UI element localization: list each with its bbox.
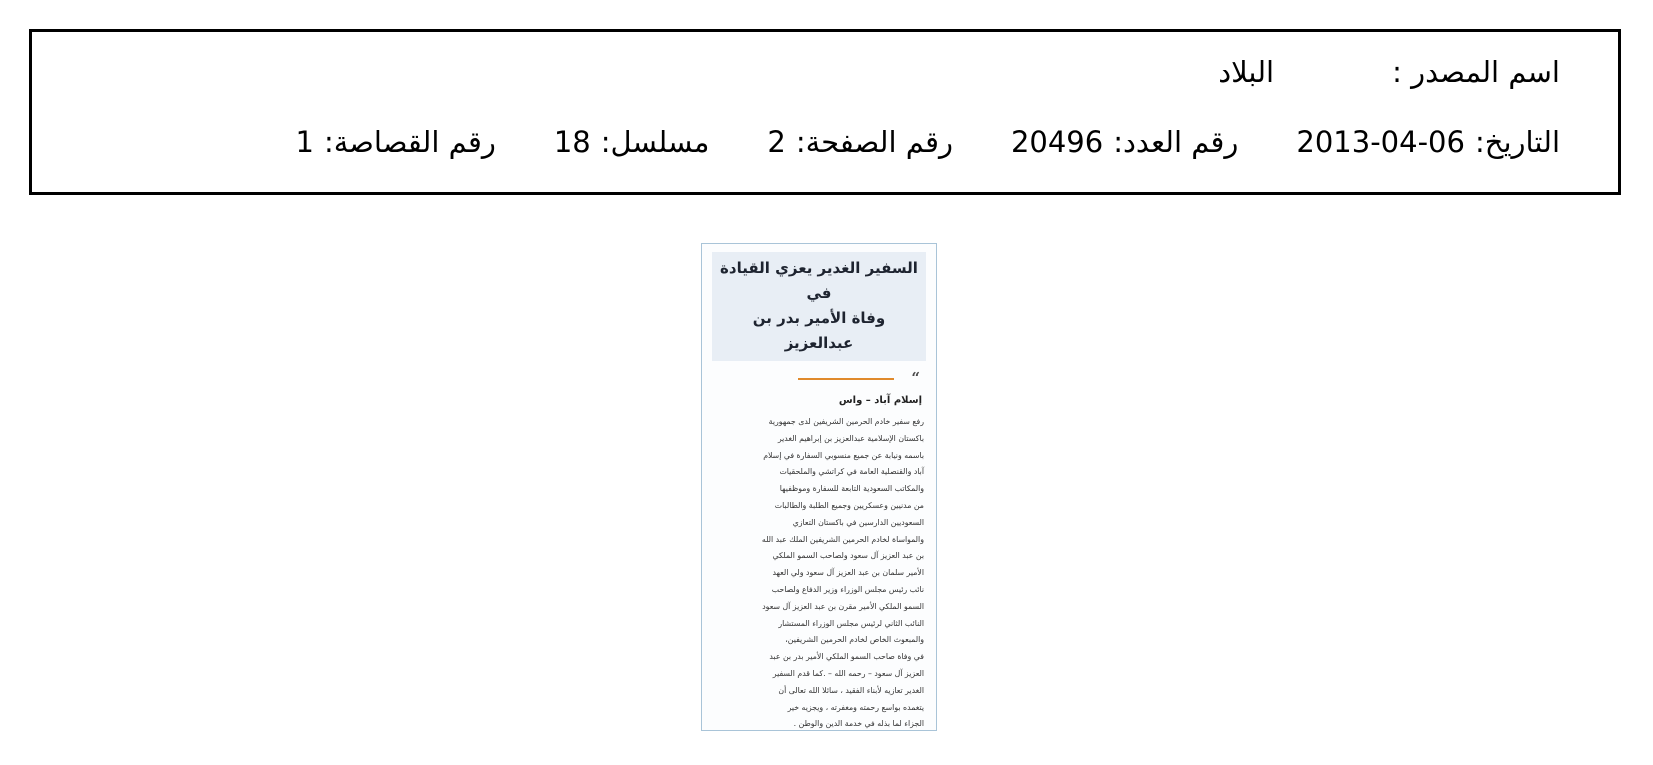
source-row (1218, 52, 1560, 92)
article-line: السعوديين الدارسين في باكستان التعازي (792, 517, 924, 527)
clip-value: 1 (295, 125, 314, 159)
details-row (296, 122, 1561, 162)
page-value: 2 (767, 125, 786, 159)
article-line: العزيز آل سعود – رحمه الله – .كما قدم السفير (772, 668, 924, 678)
article-clipping (701, 243, 937, 731)
article-line: الجزاء لما بذله في خدمة الدين والوطن . (793, 719, 924, 729)
issue-label: رقم العدد: (1113, 125, 1239, 159)
source-label: اسم المصدر : (1392, 55, 1560, 89)
issue-value: 20496 (1010, 125, 1104, 159)
article-line: والمواساة لخادم الحرمين الشريفين الملك عبد الله (761, 534, 924, 544)
metadata-box (29, 29, 1621, 195)
article-line: باسمه ونيابة عن جميع منسوبي السفارة في إسلام (763, 450, 924, 460)
article-dateline: إسلام آباد – واس (838, 395, 922, 406)
article-line: الغدير تعازيه لأبناء الفقيد ، سائلا الله تعالى أن (778, 685, 924, 695)
article-line: والمبعوث الخاص لخادم الحرمين الشريفين، (785, 635, 924, 645)
article-line: بن عبد العزيز آل سعود ولصاحب السمو الملكي (772, 551, 924, 561)
quote-divider (702, 369, 936, 388)
article-body (714, 414, 924, 733)
article-line: والمكاتب السعودية التابعة للسفارة وموظفيها (779, 484, 924, 494)
article-line: يتغمده بواسع رحمته ومغفرته ، ويجزيه خير (787, 702, 924, 712)
date-value: 2013-04-06 (1296, 125, 1465, 159)
date-label: التاريخ: (1474, 125, 1560, 159)
article-line: النائب الثاني لرئيس مجلس الوزراء المستشار (778, 618, 924, 628)
article-title-line: السفير الغدير يعزي القيادة في (720, 259, 918, 302)
article-line: من مدنيين وعسكريين وجميع الطلبة والطالبات (774, 500, 924, 510)
article-line: في وفاة صاحب السمو الملكي الأمير بدر بن عبد (769, 652, 924, 662)
article-line: السمو الملكي الأمير مقرن بن عبد العزيز آل سعود (762, 601, 924, 611)
divider-line (798, 378, 894, 380)
quote-icon: “ (911, 369, 920, 387)
article-line: آباد والقنصلية العامة في كراتشي والملحقيات (779, 467, 924, 477)
article-line: رفع سفير خادم الحرمين الشريفين لدى جمهورية (768, 417, 924, 426)
source-value: البلاد (1218, 55, 1275, 89)
page-label: رقم الصفحة: (795, 125, 953, 159)
article-title-line: وفاة الأمير بدر بن عبدالعزيز (752, 309, 886, 352)
article-line: نائب رئيس مجلس الوزراء وزير الدفاع ولصاحب (771, 584, 924, 594)
article-line: الأمير سلمان بن عبد العزيز آل سعود ولي العهد (772, 568, 924, 578)
article-line: باكستان الإسلامية عبدالعزيز بن إبراهيم الغدير (777, 433, 924, 443)
serial-value: 18 (553, 125, 591, 159)
clip-label: رقم القصاصة: (323, 125, 496, 159)
serial-label: مسلسل: (600, 125, 710, 159)
article-title (712, 252, 926, 361)
